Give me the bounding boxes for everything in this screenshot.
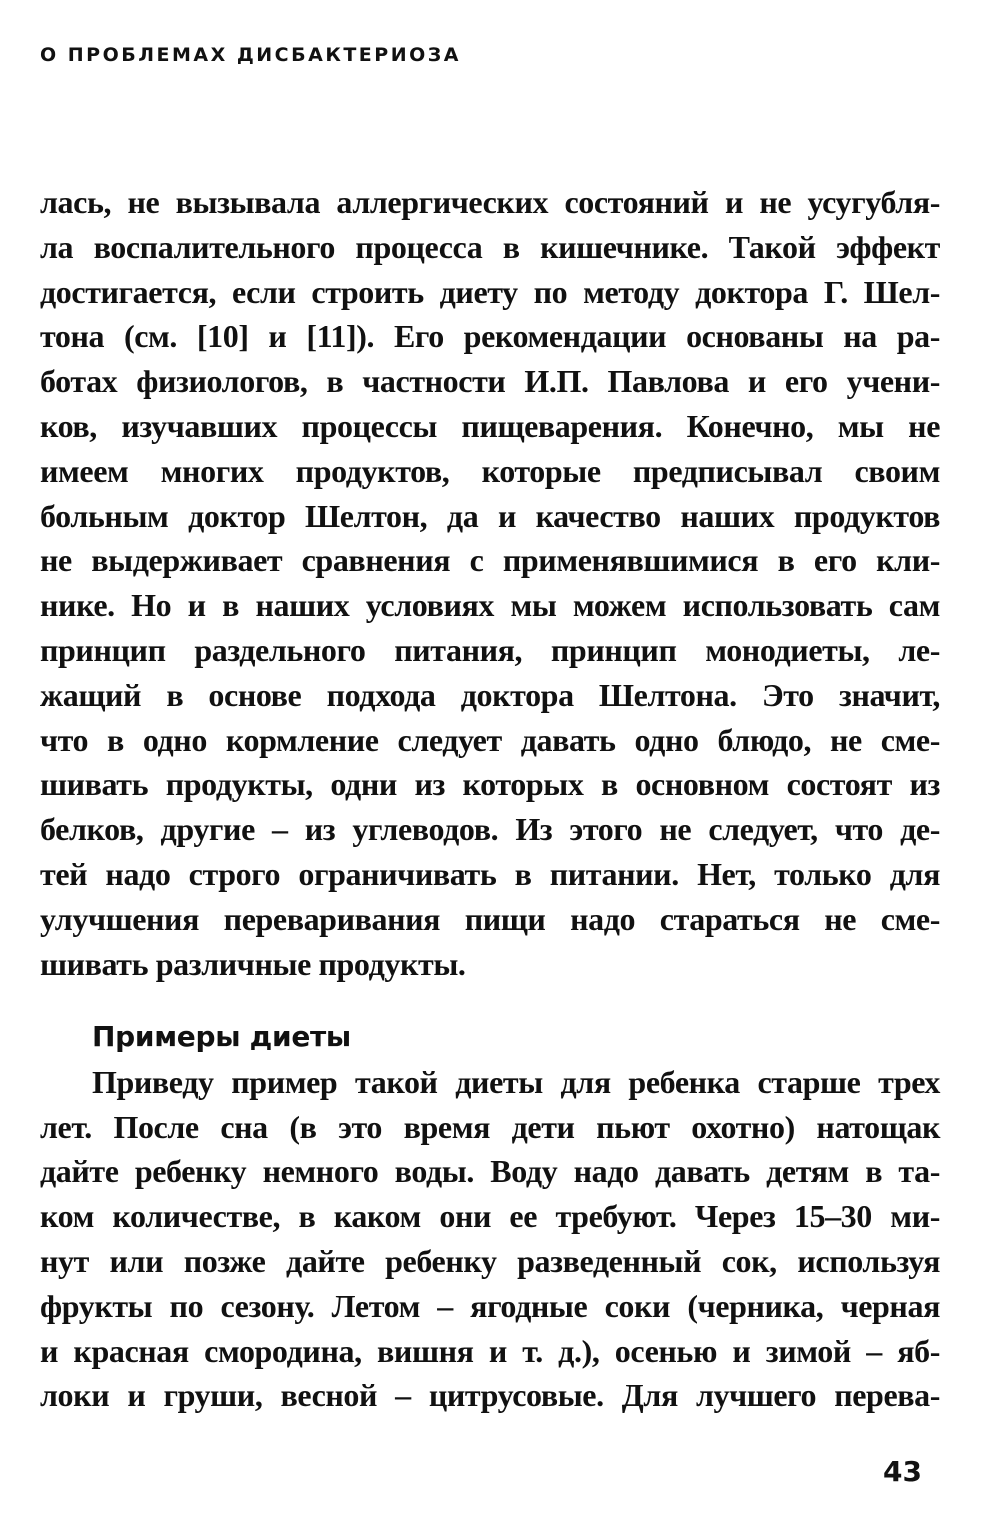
running-head: О ПРОБЛЕМАХ ДИСБАКТЕРИОЗА — [40, 44, 461, 66]
text-line: принцип раздельного питания, принцип монодиеты, ле- — [40, 631, 940, 668]
text-line: имеем многих продуктов, которые предписывал своим — [40, 452, 940, 489]
text-line: лет. После сна (в это время дети пьют охотно) натощак — [40, 1108, 940, 1145]
text-line: не выдерживает сравнения с применявшимися в его кли- — [40, 542, 940, 579]
text-line: тона (см. [10] и [11]). Его рекомендации основаны на ра- — [40, 318, 940, 355]
text-line: ков, изучавших процессы пищеварения. Конечно, мы не — [40, 407, 940, 444]
section-examples — [40, 1015, 940, 1418]
text-line: тей надо строго ограничивать в питании. Нет, только для — [40, 855, 940, 892]
section-heading: Примеры диеты — [92, 1020, 351, 1053]
text-line: жащий в основе подхода доктора Шелтона. Это значит, — [40, 676, 940, 713]
text-line: шивать продукты, одни из которых в основном состоят из — [40, 766, 940, 803]
text-line: больным доктор Шелтон, да и качество наших продуктов — [40, 497, 940, 534]
page-number: 43 — [883, 1455, 922, 1488]
text-line: фрукты по сезону. Летом – ягодные соки (черника, черная — [40, 1287, 940, 1324]
text-line: нике. Но и в наших условиях мы можем использовать сам — [40, 587, 940, 624]
text-line: лась, не вызывала аллергических состояний и не усугубля- — [40, 184, 940, 220]
text-line: шивать различные продукты. — [40, 945, 466, 982]
text-line: белков, другие – из углеводов. Из этого не следует, что де- — [40, 811, 940, 848]
text-line: Приведу пример такой диеты для ребенка старше трех — [92, 1063, 940, 1100]
text-line: нут или позже дайте ребенку разведенный сок, используя — [40, 1242, 940, 1279]
text-line: что в одно кормление следует давать одно блюдо, не сме- — [40, 721, 940, 758]
text-line: улучшения переваривания пищи надо стараться не сме- — [40, 900, 940, 937]
text-line: ботах физиологов, в частности И.П. Павлова и его учени- — [40, 363, 940, 400]
text-line: дайте ребенку немного воды. Воду надо давать детям в та- — [40, 1153, 940, 1190]
text-line: ла воспалительного процесса в кишечнике. Такой эффект — [40, 228, 940, 265]
text-line: достигается, если строить диету по методу доктора Г. Шел- — [40, 273, 940, 310]
text-line: локи и груши, весной – цитрусовые. Для лучшего перева- — [40, 1377, 940, 1414]
paragraph-1 — [40, 180, 940, 986]
text-line: и красная смородина, вишня и т. д.), осенью и зимой – яб- — [40, 1332, 940, 1369]
text-line: ком количестве, в каком они ее требуют. Через 15–30 ми- — [40, 1198, 940, 1235]
